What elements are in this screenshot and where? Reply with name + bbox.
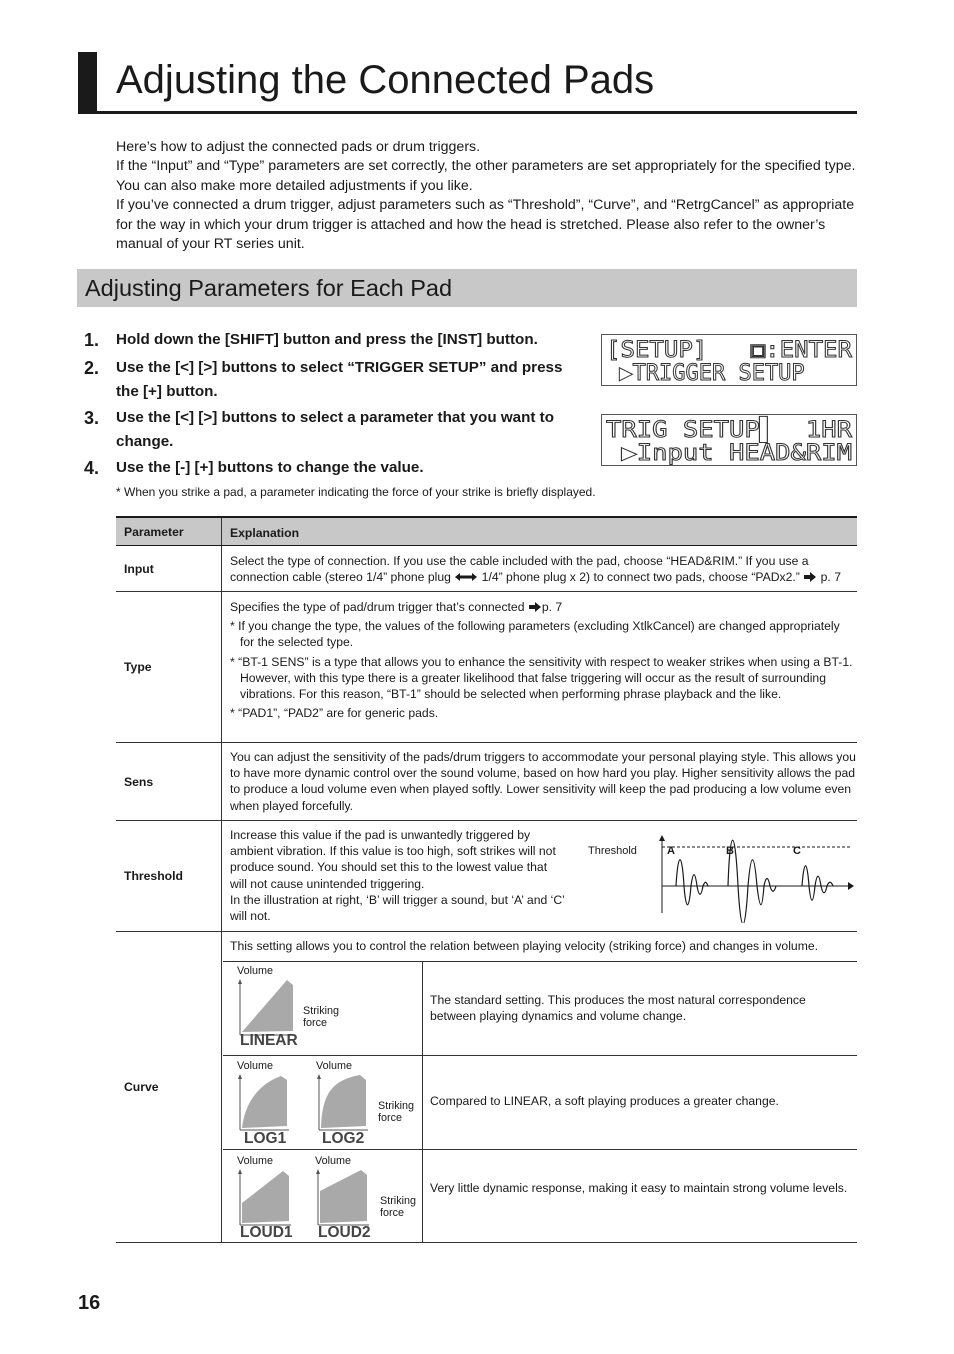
table-header-explanation: Explanation	[230, 526, 300, 540]
curve-name-log1: LOG1	[244, 1130, 287, 1147]
param-name: Input	[116, 546, 222, 591]
step-text: Use the [<] [>] buttons to select a parameter that you want to change.	[116, 409, 554, 450]
axis-arrow-icon	[238, 1074, 242, 1079]
curve-row-loud	[223, 1149, 857, 1243]
waveform-label-c: C	[793, 845, 801, 857]
step-number: 2.	[84, 358, 100, 378]
section-heading	[77, 269, 857, 307]
striking-force-label-line: force	[380, 1207, 405, 1219]
curve-name-linear: LINEAR	[240, 1032, 298, 1049]
waveform-b	[728, 840, 776, 923]
input-text-b: 1/4” phone plug x 2) to connect two pads, choose “PADx2.”	[481, 570, 800, 585]
type-note: * If you change the type, the values of the following parameters (excluding XtlkCancel) are changed appropriately for the selected type.	[230, 619, 840, 650]
param-explanation	[230, 553, 857, 585]
intro-paragraph: Here’s how to adjust the connected pads or drum triggers.	[116, 139, 481, 155]
page-number: 16	[78, 1292, 101, 1314]
curve-illustration	[223, 962, 423, 1055]
axis-arrow-icon	[659, 835, 665, 841]
step-text: Hold down the [SHIFT] button and press the [INST] button.	[116, 331, 538, 348]
curve-name-log2: LOG2	[322, 1130, 365, 1147]
param-explanation	[230, 827, 565, 924]
arrow-right-icon	[528, 600, 542, 614]
loud2-curve-graph	[311, 1167, 373, 1227]
curve-illustration	[223, 1150, 423, 1243]
section-title: Adjusting Parameters for Each Pad	[85, 275, 453, 301]
arrow-right-icon	[803, 570, 817, 584]
type-note: * “PAD1”, “PAD2” are for generic pads.	[230, 706, 439, 721]
lcd-line: [SETUP] ▣:ENTER	[606, 338, 853, 363]
step-number: 4.	[84, 458, 100, 478]
log2-curve-graph	[312, 1072, 372, 1132]
axis-arrow-icon	[317, 1074, 321, 1079]
table-row-threshold	[116, 821, 857, 932]
striking-force-label	[303, 1005, 339, 1029]
loud1-curve-graph	[233, 1167, 295, 1227]
param-explanation	[230, 599, 857, 721]
lcd-line: ▶Input HEAD&RIM	[606, 441, 852, 465]
volume-label: Volume	[237, 965, 274, 977]
table-row-input	[116, 546, 857, 592]
table-row-type	[116, 592, 857, 743]
curve-shape	[242, 1076, 287, 1128]
waveform-a	[676, 860, 708, 905]
page-title: Adjusting the Connected Pads	[116, 58, 655, 102]
step-number: 1.	[84, 330, 100, 350]
curve-description: Compared to LINEAR, a soft playing produces a greater change.	[430, 1094, 779, 1108]
lcd-screen	[602, 415, 856, 465]
param-name: Threshold	[116, 821, 222, 931]
waveform-c	[802, 866, 833, 901]
param-name: Type	[116, 592, 222, 742]
lcd-display-setup	[601, 334, 857, 386]
step-note: * When you strike a pad, a parameter indicating the force of your strike is briefly displayed.	[116, 485, 596, 499]
input-text-a: Select the type of connection. If you use the cable included with the pad, choose “HEAD&RIM.” If you use a connection cable (stereo 1/4” phone plug	[230, 554, 809, 585]
curve-illustration	[223, 1056, 423, 1149]
param-name: Curve	[116, 932, 222, 1242]
table-header-row	[116, 518, 857, 546]
curve-name-loud2: LOUD2	[318, 1224, 371, 1241]
log1-curve-graph	[233, 1072, 293, 1132]
threshold-text: In the illustration at right, ‘B’ will trigger a sound, but ‘A’ and ‘C’ will not.	[230, 892, 565, 924]
table-row-curve	[116, 932, 857, 1243]
table-row-sens	[116, 743, 857, 821]
waveform-label-a: A	[667, 845, 675, 857]
volume-label: Volume	[316, 1060, 353, 1072]
linear-curve-graph	[233, 977, 298, 1037]
curve-row-linear	[223, 961, 857, 1055]
type-note: * “BT-1 SENS” is a type that allows you to enhance the sensitivity with respect to weaker strikes when using a BT-1. However, with this type there is a greater likelihood that false triggering will occur as the result of surrounding vibrations. For this reason, “BT-1” should be selected when performing phrase playback and the like.	[230, 654, 853, 702]
striking-force-label	[380, 1195, 416, 1219]
axis-arrow-icon	[848, 882, 854, 890]
threshold-waveform-diagram	[656, 831, 856, 923]
striking-force-label	[378, 1100, 414, 1124]
axis-arrow-icon	[238, 979, 242, 984]
curve-description: The standard setting. This produces the most natural correspondence between playing dynamics and volume change.	[430, 993, 806, 1024]
waveform-label-b: B	[726, 845, 734, 857]
param-explanation: You can adjust the sensitivity of the pads/drum triggers to accommodate your personal playing style. This allows you to have more dynamic control over the sound volume, based on how hard you play. Higher sensitivity allows the pad to produce a loud volume even when played softly. Lower sensitivity will keep the pad producing a low volume even when played forcefully.	[230, 750, 856, 813]
axis-arrow-icon	[238, 1169, 242, 1174]
lcd-line: ▶TRIGGER SETUP	[606, 361, 805, 385]
lcd-display-trig-setup	[601, 414, 857, 466]
curve-shape	[242, 980, 293, 1032]
axis-arrow-icon	[316, 1169, 320, 1174]
double-arrow-icon	[454, 570, 478, 584]
curve-shape	[242, 1171, 289, 1223]
curve-intro: This setting allows you to control the relation between playing velocity (striking force) and changes in volume.	[230, 939, 819, 953]
param-name: Sens	[116, 743, 222, 820]
page-reference: p. 7	[541, 600, 563, 614]
striking-force-label-line: Striking	[380, 1195, 417, 1207]
intro-text	[116, 138, 858, 254]
step-text: Use the [<] [>] buttons to select “TRIGGER SETUP” and press the [+] button.	[116, 359, 563, 400]
curve-shape	[320, 1170, 367, 1223]
threshold-text: Increase this value if the pad is unwantedly triggered by ambient vibration. If this value is too high, soft strikes will not produce sound. You should set this to the lowest value that will not cause unintended triggering.	[230, 828, 556, 891]
lcd-screen	[602, 335, 856, 385]
striking-force-label-line: Striking	[378, 1100, 415, 1112]
title-accent-bar	[78, 52, 97, 113]
page-reference: p. 7	[820, 570, 841, 585]
volume-label: Volume	[237, 1060, 274, 1072]
curve-shape	[321, 1075, 366, 1128]
striking-force-label-line: Striking	[303, 1005, 340, 1017]
threshold-figure-label: Threshold	[588, 845, 637, 857]
volume-label: Volume	[237, 1155, 274, 1167]
title-rule	[78, 111, 857, 114]
curve-row-log	[223, 1055, 857, 1149]
table-header-parameter: Parameter	[116, 518, 222, 545]
intro-paragraph: If the “Input” and “Type” parameters are set correctly, the other parameters are set appropriately for the specified type. You can also make more detailed adjustments if you like.	[116, 158, 856, 194]
striking-force-label-line: force	[303, 1017, 328, 1029]
striking-force-label-line: force	[378, 1112, 403, 1124]
step-number: 3.	[84, 408, 100, 428]
intro-paragraph: If you’ve connected a drum trigger, adjust parameters such as “Threshold”, “Curve”, and “RetrgCancel” as appropriate for the way in which your drum trigger is attached and how the head is stretched. Please also refer to the owner’s manual of your RT series unit.	[116, 197, 855, 253]
curve-name-loud1: LOUD1	[240, 1224, 293, 1241]
volume-label: Volume	[315, 1155, 352, 1167]
curve-description: Very little dynamic response, making it easy to maintain strong volume levels.	[430, 1181, 848, 1195]
step-text: Use the [-] [+] buttons to change the value.	[116, 459, 424, 476]
type-text: Specifies the type of pad/drum trigger that’s connected	[230, 600, 525, 614]
lcd-line: TRIG SETUP▌ 1HR	[606, 418, 818, 443]
